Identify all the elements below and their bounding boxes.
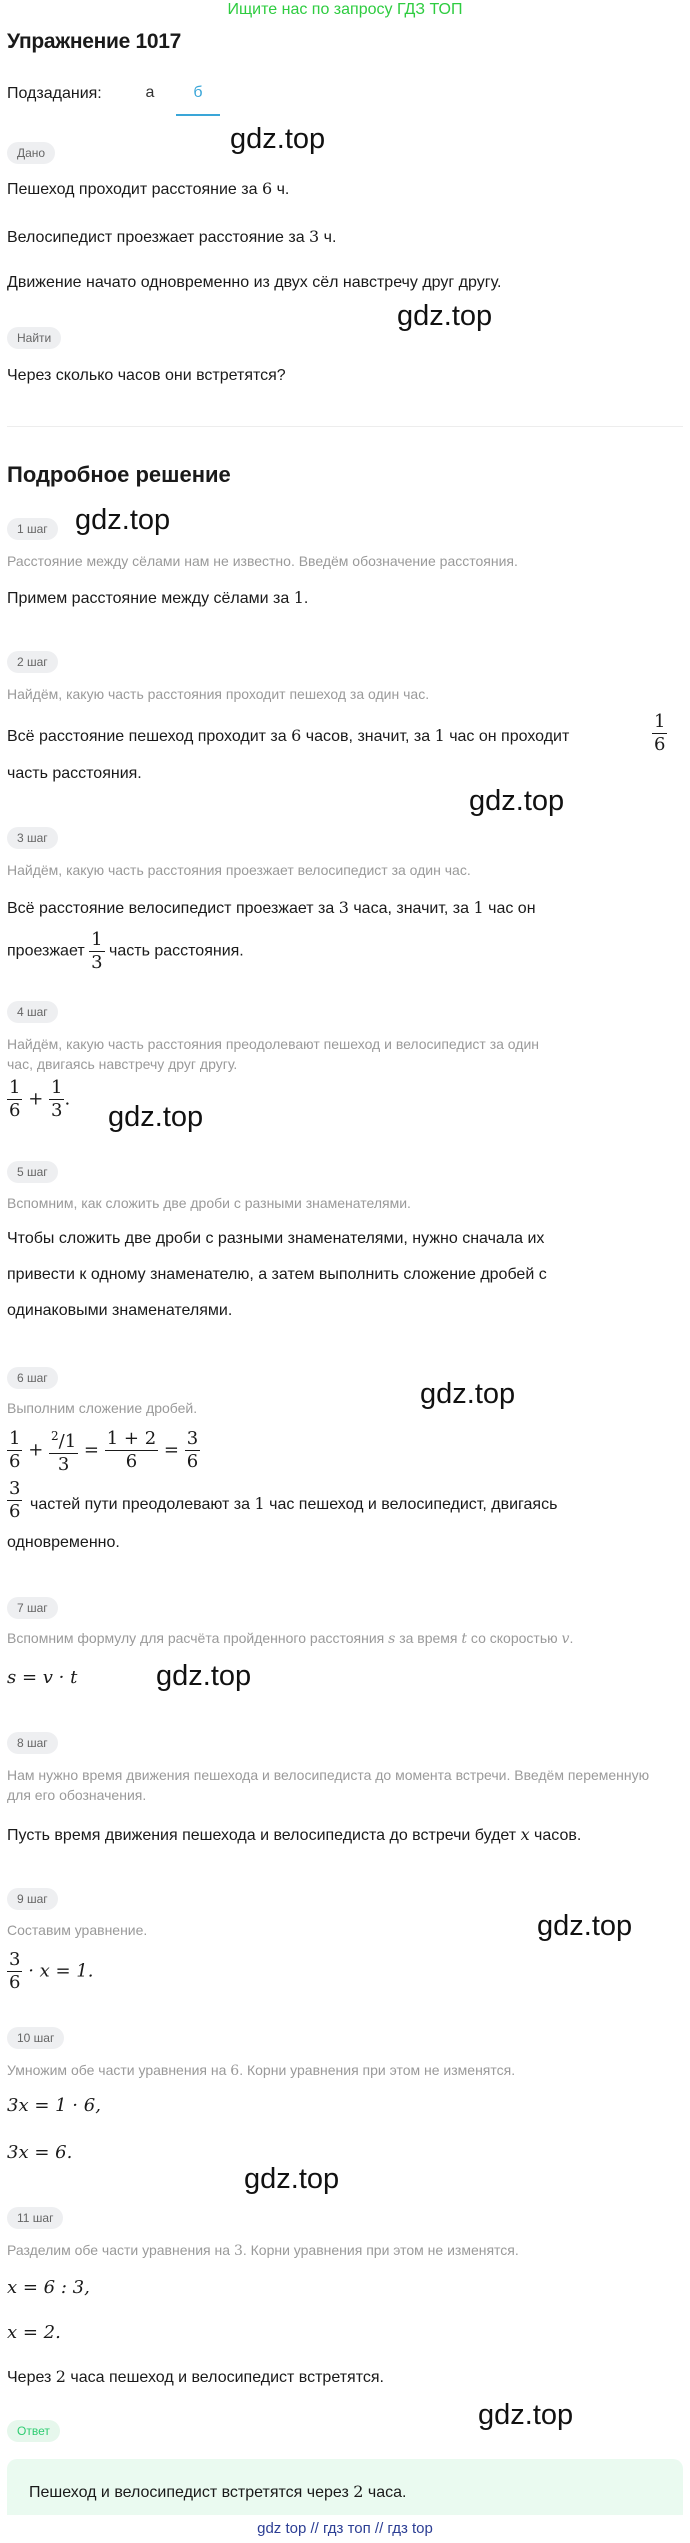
step-2-line-1: Всё расстояние пешеход проходит за 6 часов, значит, за 1 час он проходит xyxy=(7,726,570,745)
watermark: gdz.top xyxy=(156,1660,252,1692)
step-5-line-1: Чтобы сложить две дроби с разными знаменателями, нужно сначала их xyxy=(7,1230,545,1247)
watermark: gdz.top xyxy=(478,2399,574,2431)
step-5-note: Вспомним, как сложить две дроби с разными знаменателями. xyxy=(7,1195,411,1211)
step-1-badge: 1 шаг xyxy=(7,518,58,540)
step-10-badge: 10 шаг xyxy=(7,2027,64,2049)
tab-subtask-a[interactable]: а xyxy=(145,84,155,101)
fraction-three-sixths: $\frac{3}{6}$ xyxy=(9,1478,21,1522)
step-6-expression: $\frac{1}{6}$ + $\frac{^2/1}{3}$ = $\frac{1 + 2}{6}$ = $\frac{3}{6}$ xyxy=(7,1425,200,1476)
step-10-note: Умножим обе части уравнения на 6. Корни уравнения при этом не изменятся. xyxy=(7,2062,516,2079)
step-8-note: Нам нужно время движения пешехода и велосипедиста до момента встречи. Введём переменную для его обозначения. xyxy=(7,1767,650,1803)
step-5-line-2: привести к одному знаменателю, а затем выполнить сложение дробей с xyxy=(7,1266,547,1283)
step-10-eq-2: 3x = 6. xyxy=(7,2142,73,2163)
answer-badge: Ответ xyxy=(7,2420,60,2442)
step-3-line-1: Всё расстояние велосипедист проезжает за 3 часа, значит, за 1 час он xyxy=(7,898,536,917)
step-11-conclusion: Через 2 часа пешеход и велосипедист встретятся. xyxy=(7,2367,384,2386)
step-3-note: Найдём, какую часть расстояния проезжает велосипедист за один час. xyxy=(7,862,471,878)
watermark: gdz.top xyxy=(469,785,565,817)
divider xyxy=(7,426,683,427)
step-6-badge: 6 шаг xyxy=(7,1367,58,1389)
given-badge: Дано xyxy=(7,142,55,164)
step-11-badge: 11 шаг xyxy=(7,2207,63,2229)
step-3-badge: 3 шаг xyxy=(7,827,58,849)
watermark: gdz.top xyxy=(420,1378,516,1410)
step-1-note: Расстояние между сёлами нам не известно. Введём обозначение расстояния. xyxy=(7,553,518,569)
step-3-line-2: проезжает $\frac{1}{3}$ часть расстояния. xyxy=(7,929,244,973)
step-11-eq-2: x = 2. xyxy=(7,2322,61,2343)
step-7-note: Вспомним формулу для расчёта пройденного расстояния s за время t со скоростью v. xyxy=(7,1630,574,1647)
active-tab-indicator xyxy=(176,114,220,116)
find-badge: Найти xyxy=(7,327,61,349)
step-10-eq-1: 3x = 1 · 6, xyxy=(7,2095,101,2116)
step-11-eq-1: x = 6 : 3, xyxy=(7,2277,90,2298)
fraction-one-sixth: $\frac{1}{6}$ xyxy=(654,711,666,755)
step-7-formula: s = v · t xyxy=(7,1667,78,1688)
step-4-expression: $\frac{1}{6}$ + $\frac{1}{3}$ . xyxy=(9,1077,71,1121)
step-11-note: Разделим обе части уравнения на 3. Корни уравнения при этом не изменятся. xyxy=(7,2242,519,2259)
given-line-1: Пешеход проходит расстояние за 6 ч. xyxy=(7,179,290,198)
step-6-note: Выполним сложение дробей. xyxy=(7,1400,198,1416)
step-8-badge: 8 шаг xyxy=(7,1732,58,1754)
given-line-2: Велосипедист проезжает расстояние за 3 ч. xyxy=(7,227,337,246)
subtasks-label: Подзадания: xyxy=(7,85,102,102)
watermark: gdz.top xyxy=(537,1910,633,1942)
step-2-line-2: часть расстояния. xyxy=(7,765,142,782)
answer-box: Пешеход и велосипедист встретятся через 2 часа. xyxy=(7,2459,683,2525)
step-9-badge: 9 шаг xyxy=(7,1888,58,1910)
watermark: gdz.top xyxy=(230,123,326,155)
step-5-badge: 5 шаг xyxy=(7,1161,58,1183)
step-2-badge: 2 шаг xyxy=(7,651,58,673)
step-4-note: Найдём, какую часть расстояния преодолевают пешеход и велосипедист за один час, двигаясь навстречу друг другу. xyxy=(7,1036,539,1072)
watermark: gdz.top xyxy=(397,300,493,332)
step-6-line-1: частей пути преодолевают за 1 час пешеход и велосипедист, двигаясь xyxy=(30,1494,558,1513)
tab-subtask-b[interactable]: б xyxy=(193,84,203,101)
fraction-one-third: $\frac{1}{3}$ xyxy=(91,929,103,973)
promo-banner[interactable]: Ищите нас по запросу ГДЗ ТОП xyxy=(227,1,463,18)
step-7-badge: 7 шаг xyxy=(7,1597,58,1619)
step-9-equation: $\frac{3}{6}$ · x = 1. xyxy=(9,1949,94,1993)
footer-links[interactable]: gdz top // гдз топ // гдз top xyxy=(0,2515,690,2543)
step-1-text: Примем расстояние между сёлами за 1. xyxy=(7,588,309,607)
step-9-note: Составим уравнение. xyxy=(7,1922,148,1938)
step-2-note: Найдём, какую часть расстояния проходит пешеход за один час. xyxy=(7,686,430,702)
given-line-3: Движение начато одновременно из двух сёл навстречу друг другу. xyxy=(7,274,502,291)
page-title: Упражнение 1017 xyxy=(7,30,182,53)
watermark: gdz.top xyxy=(108,1101,204,1133)
watermark: gdz.top xyxy=(244,2163,340,2195)
step-6-line-2: одновременно. xyxy=(7,1534,120,1551)
step-4-badge: 4 шаг xyxy=(7,1001,58,1023)
step-8-text: Пусть время движения пешехода и велосипедиста до встречи будет x часов. xyxy=(7,1825,582,1844)
solution-title: Подробное решение xyxy=(7,462,231,487)
find-text: Через сколько часов они встретятся? xyxy=(7,367,286,384)
step-5-line-3: одинаковыми знаменателями. xyxy=(7,1302,233,1319)
watermark: gdz.top xyxy=(75,504,171,536)
